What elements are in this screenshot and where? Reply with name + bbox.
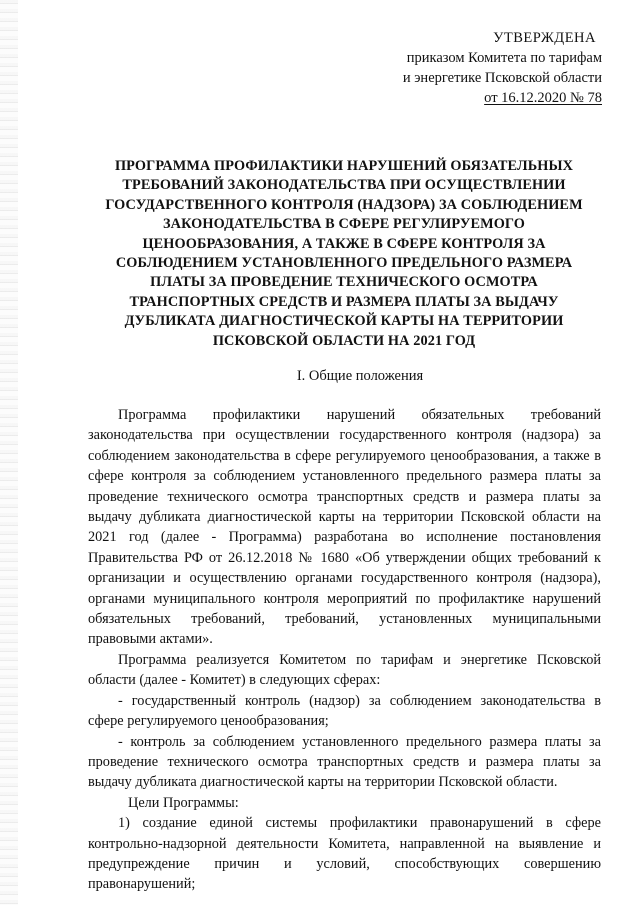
- approval-title: УТВЕРЖДЕНА: [493, 30, 596, 46]
- paragraph-goals-heading: Цели Программы:: [128, 794, 239, 811]
- paragraph-intro: Программа профилактики нарушений обязательных требований законодательства при осуществлении государственного контроля (надзора) за соблюдением законодательства в сфере регулируемого ценообразования, а также в сфере контроля за соблюдением установленного предельного размера платы за проведение технического осмотра транспортных средств и размера платы за выдачу дубликата диагностической карты на территории Псковской области на 2021 год (далее - Программа) разработана во исполнение постановления Правительства РФ от 26.12.2018 № 1680 «Об утверждении общих требований к организации и осуществлению органами государственного контроля (надзора), органами муниципального контроля мероприятий по профилактике нарушений обязательных требований, требований, установленных муниципальными правовыми актами».: [88, 407, 601, 648]
- scan-edge: [0, 0, 18, 905]
- list-item-sphere-2: - контроль за соблюдением установленного предельного размера платы за проведение технического осмотра транспортных средств и размера платы за выдачу дубликата диагностической карты на территории Псковской области.: [88, 733, 601, 791]
- document-body: [88, 405, 601, 895]
- section-title: I. Общие положения: [296, 368, 424, 384]
- approval-line-1: приказом Комитета по тарифам: [406, 50, 602, 66]
- approval-date: от 16.12.2020 № 78: [484, 90, 602, 106]
- approval-block: [342, 28, 602, 108]
- approval-line-2: и энергетике Псковской области: [402, 70, 602, 86]
- list-item-goal-1: 1) создание единой системы профилактики правонарушений в сфере контрольно-надзорной деятельности Комитета, направленной на выявление и предупреждение причин и условий, способствующих совершению правонарушений;: [88, 815, 601, 893]
- document-title: ПРОГРАММА ПРОФИЛАКТИКИ НАРУШЕНИЙ ОБЯЗАТЕЛЬНЫХ ТРЕБОВАНИЙ ЗАКОНОДАТЕЛЬСТВА ПРИ ОСУЩЕСТВЛЕНИИ ГОСУДАРСТВЕННОГО КОНТРОЛЯ (НАДЗОРА) ЗА СОБЛЮДЕНИЕМ ЗАКОНОДАТЕЛЬСТВА В СФЕРЕ РЕГУЛИРУЕМОГО ЦЕНООБРАЗОВАНИЯ, А ТАКЖЕ В СФЕРЕ КОНТРОЛЯ ЗА СОБЛЮДЕНИЕМ УСТАНОВЛЕННОГО ПРЕДЕЛЬНОГО РАЗМЕРА ПЛАТЫ ЗА ПРОВЕДЕНИЕ ТЕХНИЧЕСКОГО ОСМОТРА ТРАНСПОРТНЫХ СРЕДСТВ И РАЗМЕРА ПЛАТЫ ЗА ВЫДАЧУ ДУБЛИКАТА ДИАГНОСТИЧЕСКОЙ КАРТЫ НА ТЕРРИТОРИИ ПСКОВСКОЙ ОБЛАСТИ НА 2021 ГОД: [105, 158, 583, 349]
- paragraph-implementation: Программа реализуется Комитетом по тарифам и энергетике Псковской области (далее - Комитет) в следующих сферах:: [88, 651, 601, 689]
- list-item-sphere-1: - государственный контроль (надзор) за соблюдением законодательства в сфере регулируемого ценообразования;: [88, 692, 601, 730]
